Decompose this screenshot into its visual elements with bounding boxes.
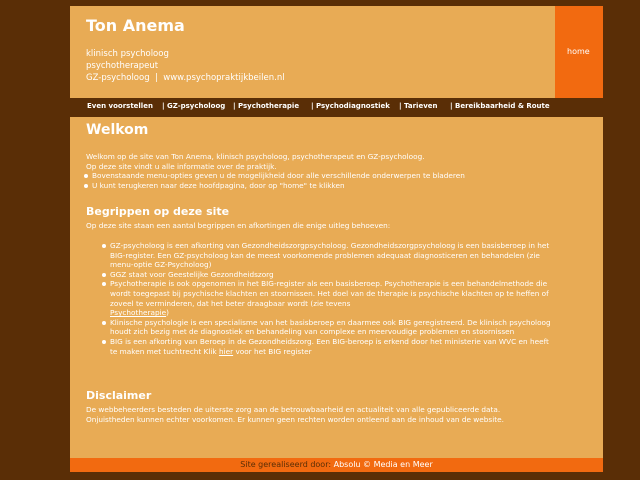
list-item-klinisch: Klinische psychologie is een specialisme van het basisberoep en daarmee ook BIG geregistreerd. De klinisch psycholoog houdt zich bezig met de diagnostiek en behandeling van complexe en meervoudige problemen en stoornissen <box>100 318 555 337</box>
site-footer <box>70 458 603 472</box>
page-title: Welkom <box>86 122 149 138</box>
disclaimer-line-2: Onjuistheden kunnen echter voorkomen. Er kunnen geen rechten worden ontleend aan de inhoud van de website. <box>86 414 504 424</box>
subtitle-line-3: GZ-psycholoog | www.psychopraktijkbeilen.nl <box>86 73 285 83</box>
big-register-link[interactable]: hier <box>218 346 234 356</box>
subtitle-line-2: psychotherapeut <box>86 61 159 71</box>
intro-line-1: Welkom op de site van Ton Anema, klinisch psycholoog, psychotherapeut en GZ-psycholoog. <box>86 152 425 161</box>
terms-list <box>100 241 555 356</box>
subtitle-line-1: klinisch psycholoog <box>86 49 169 59</box>
list-item-ggz: GGZ staat voor Geestelijke Gezondheidszorg <box>100 270 555 280</box>
site-subtitle <box>86 48 285 84</box>
psychotherapie-link[interactable]: Psychotherapie <box>110 308 167 318</box>
disclaimer-text <box>86 405 581 424</box>
nav-item-even-voorstellen[interactable]: Even voorstellen <box>87 102 153 110</box>
terms-intro: Op deze site staan een aantal begrippen en afkortingen die enige uitleg behoeven: <box>86 221 391 230</box>
disclaimer-line-1: De webbeheerders besteden de uiterste zorg aan de betrouwbaarheid en actualiteit van alle gepubliceerde data. <box>86 405 501 414</box>
big-end: voor het BIG register <box>235 346 312 356</box>
site-title: Ton Anema <box>86 16 185 35</box>
list-item-big <box>100 337 555 356</box>
home-button[interactable] <box>555 6 603 98</box>
list-item-gz: GZ-psycholoog is een afkorting van Gezondheidszorgpsycholoog. Gezondheidszorgpsycholoog is een basisberoep in het BIG-register. Een GZ-psycholoog kan de meest voorkomende problemen adequaat diagnosticeren en behandelen (zie menu-optie GZ-Psycholoog) <box>100 241 555 270</box>
nav-item-bereikbaarheid[interactable]: | Bereikbaarheid & Route <box>450 102 550 110</box>
site-header <box>70 6 603 98</box>
nav-item-tarieven[interactable]: | Tarieven <box>399 102 438 110</box>
main-nav <box>70 98 603 118</box>
list-item-psychotherapie <box>100 279 555 317</box>
psychotherapie-text: Psychotherapie is ook opgenomen in het BIG-register als een basisberoep. Psychotherapie is een behandelmethode die wordt toegepast bij psychische klachten en stoornissen. Het doel van de therapie is psychische klachten op te heffen of zoveel te verminderen, dat het beter draagbaar wordt (zie tevens <box>110 279 549 308</box>
home-label: home <box>567 47 590 56</box>
footer-credit-link[interactable]: Absolu © Media en Meer <box>333 460 433 469</box>
terms-heading: Begrippen op deze site <box>86 205 230 218</box>
intro-list <box>82 171 582 190</box>
psychotherapie-end: ) <box>166 308 169 318</box>
nav-item-gz-psycholoog[interactable]: | GZ-psycholoog <box>162 102 226 110</box>
nav-item-psychotherapie[interactable]: | Psychotherapie <box>233 102 300 110</box>
intro-line-2: Op deze site vindt u alle informatie over de praktijk. <box>86 161 277 171</box>
list-item: Bovenstaande menu-opties geven u de mogelijkheid door alle verschillende onderwerpen te bladeren <box>82 171 582 181</box>
big-text: BIG is een afkorting van Beroep in de Gezondheidszorg. Een BIG-beroep is erkend door het ministerie van WVC en heeft te maken met tuchtrecht Klik <box>110 336 549 356</box>
disclaimer-heading: Disclaimer <box>86 389 152 402</box>
main-content <box>70 118 603 458</box>
intro-text <box>86 152 581 171</box>
footer-text: Site gerealiseerd door: <box>240 460 332 469</box>
nav-item-psychodiagnostiek[interactable]: | Psychodiagnostiek <box>311 102 390 110</box>
list-item: U kunt terugkeren naar deze hoofdpagina, door op "home" te klikken <box>82 181 582 191</box>
